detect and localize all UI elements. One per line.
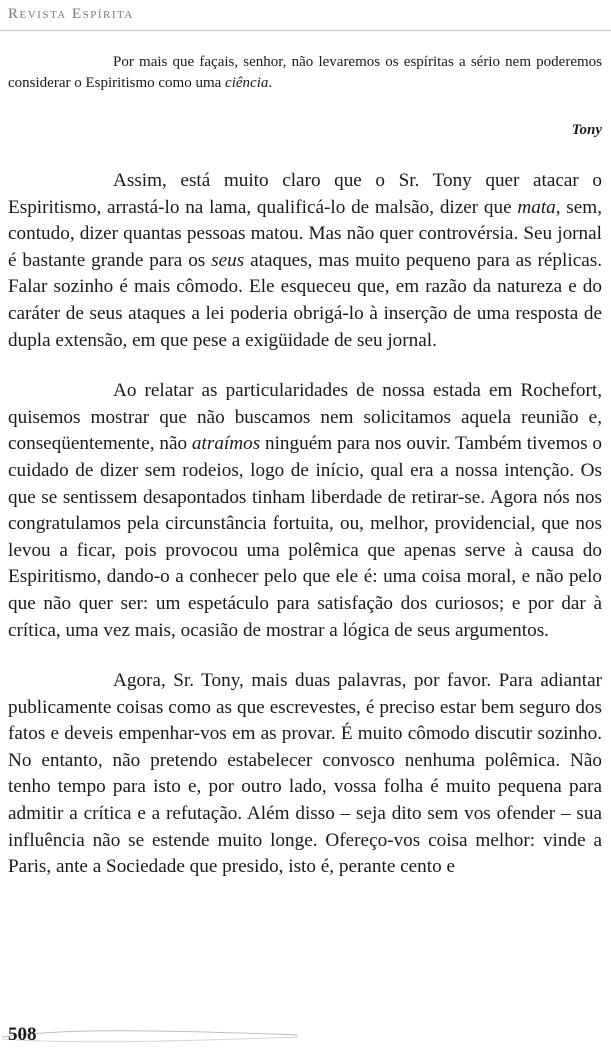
footer-ornament: [0, 1023, 300, 1047]
p1-text-b: , sem, contudo, dizer quantas pessoas matou. Mas não quer controvérsia. Seu jornal é bastante grande para os: [8, 196, 602, 271]
p1-italic-1: mata: [517, 196, 556, 218]
p1-italic-2: seus: [211, 249, 245, 271]
body-paragraph-1: [8, 168, 602, 354]
quote-signature: Tony: [571, 122, 602, 138]
body-paragraph-2: [8, 378, 602, 644]
p1-text-a: Assim, está muito claro que o Sr. Tony quer atacar o Espiritismo, arrastá-lo na lama, qualificá-lo de malsão, dizer que: [8, 170, 602, 218]
quote-paragraph: [8, 52, 602, 94]
header-divider: [0, 30, 611, 31]
p3-text-a: Agora, Sr. Tony, mais duas palavras, por favor. Para adiantar publicamente coisas como as que escrevestes, é preciso estar bem seguro dos fatos e deveis empenhar-vos em as provar. É muito cômodo discutir sozinho. No entanto, não pretendo estabelecer convosco nenhuma polêmica. Não tenho tempo para isto e, por outro lado, vossa folha é muito pequena para admitir a crítica e a refutação. Além disso – seja dito sem vos ofender – sua influência não se estende muito longe. Ofereço-vos coisa melhor: vinde a Paris, ante a Sociedade que presido, isto é, perante cento e: [8, 670, 602, 878]
body-paragraph-3: [8, 668, 602, 881]
epigraph-quote: [8, 52, 602, 94]
running-header: Revista Espírita: [8, 6, 134, 22]
page-number: 508: [8, 1024, 37, 1045]
p1-text-c: ataques, mas muito pequeno para as réplicas. Falar sozinho é mais cômodo. Ele esqueceu que, em razão da natureza e do caráter de seus ataques a lei poderia obrigá-lo à inserção de uma resposta de dupla extensão, em que pese a exigüidade de seu jornal.: [8, 249, 602, 351]
quote-text: Por mais que façais, senhor, não levaremos os espíritas a sério nem poderemos considerar o Espiritismo como uma: [8, 54, 602, 91]
p2-text-a: Ao relatar as particularidades de nossa estada em Rochefort, quisemos mostrar que não buscamos nem solicitamos aquela reunião e, conseqüentemente, não: [8, 380, 602, 455]
p2-italic-1: atraímos: [191, 433, 261, 455]
article-body: [8, 168, 602, 905]
quote-end-punct: .: [268, 75, 273, 91]
quote-italic-word: ciência: [225, 75, 269, 91]
p2-text-b: ninguém para nos ouvir. Também tivemos o cuidado de dizer sem rodeios, logo de início, qual era a nossa intenção. Os que se sentissem desapontados tinham liberdade de retirar-se. Agora nós nos congratulamos pela circunstância fortuita, ou, melhor, providencial, que nos levou a ficar, pois provocou uma polêmica que apenas serve à causa do Espiritismo, dando-o a conhecer pelo que ele é: uma coisa moral, e não pelo que não quer ser: um espetáculo para satisfação dos curiosos; e por dar à crítica, uma vez mais, ocasião de mostrar a lógica de seus argumentos.: [8, 433, 603, 641]
